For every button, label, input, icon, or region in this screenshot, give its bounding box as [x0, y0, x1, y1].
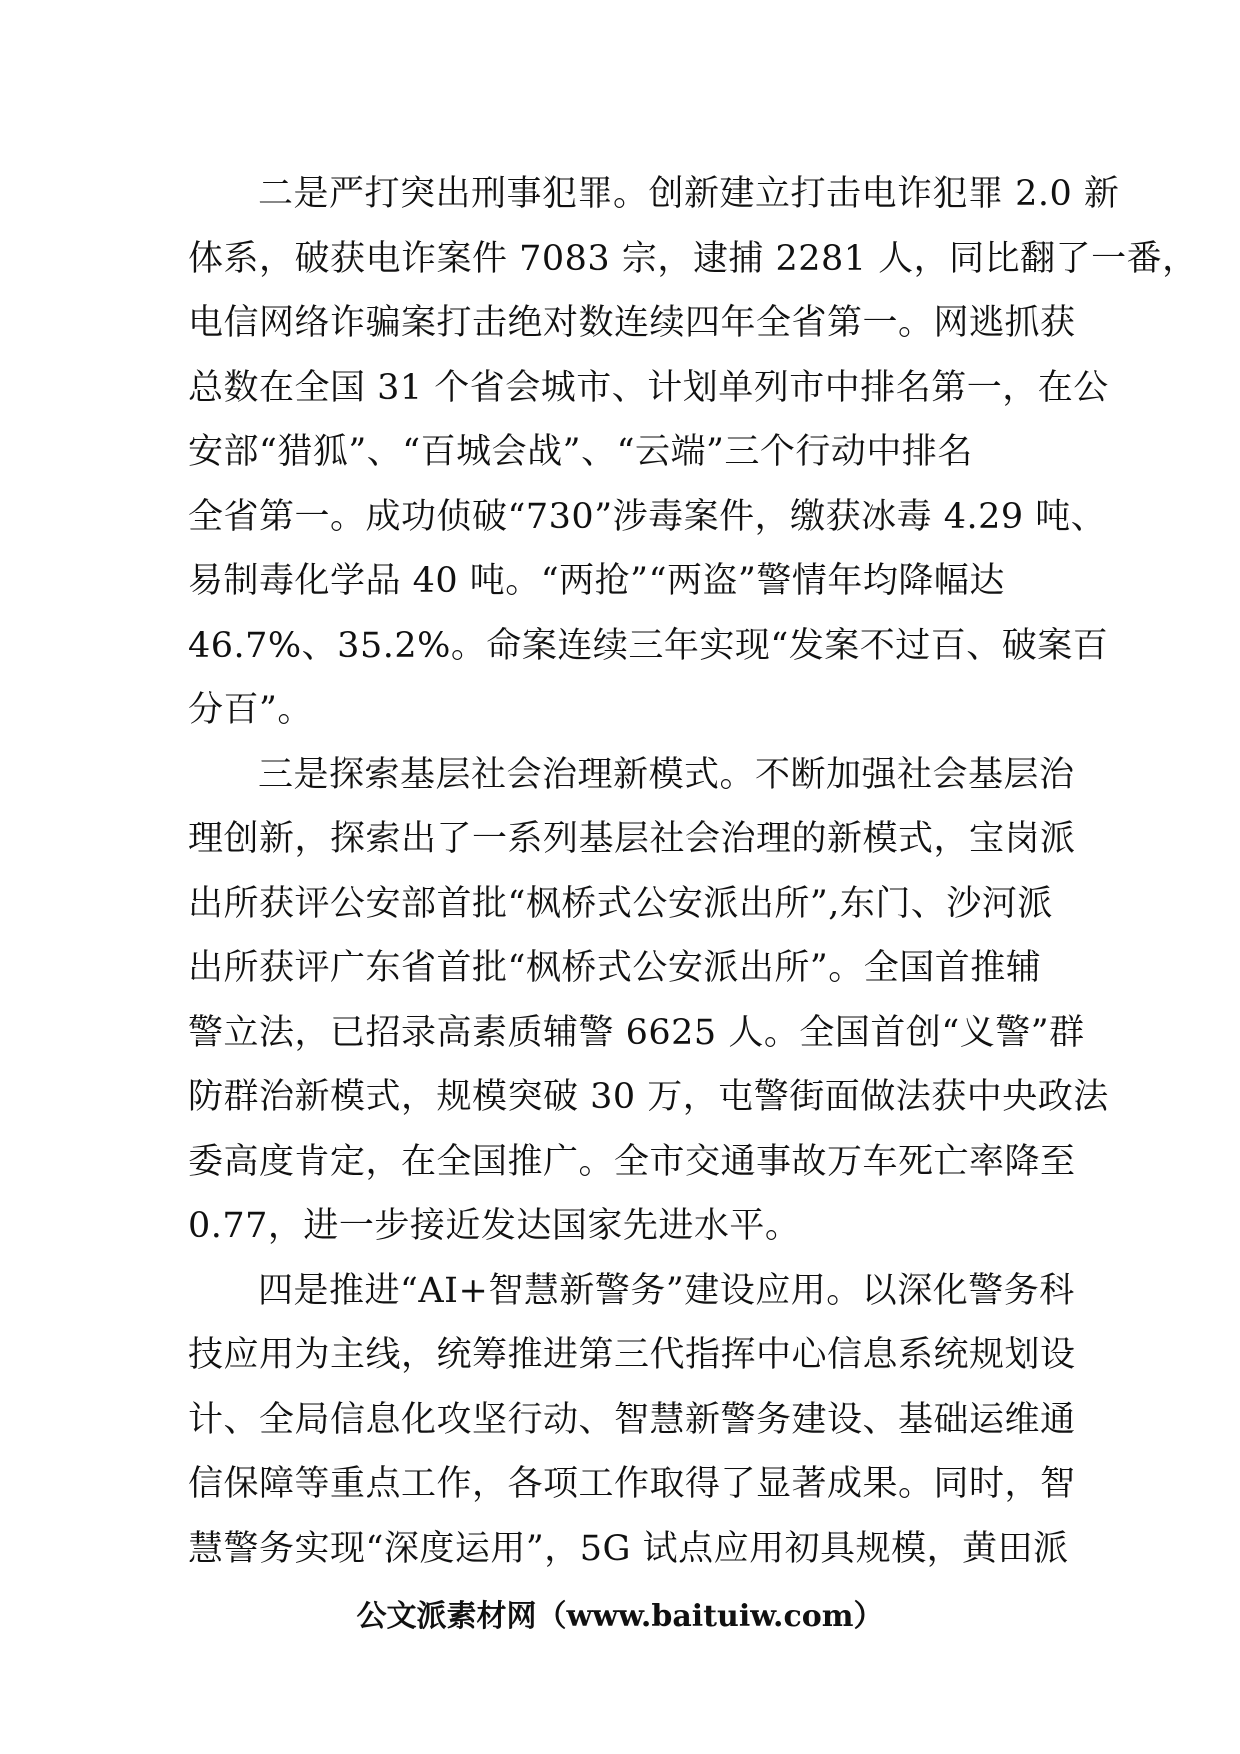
text-line: 防群治新模式，规模突破 30 万，屯警街面做法获中央政法: [188, 1077, 1109, 1117]
text-line: 二是严打突出刑事犯罪。创新建立打击电诈犯罪 2.0 新: [258, 174, 1120, 214]
text-line: 慧警务实现“深度运用”，5G 试点应用初具规模，黄田派: [188, 1528, 1069, 1569]
text-line: 体系，破获电诈案件 7083 宗，逮捕 2281 人，同比翻了一番，: [188, 238, 1198, 279]
text-line: 三是探索基层社会治理新模式。不断加强社会基层治: [258, 754, 1075, 795]
page-footer-watermark: 公文派素材网（www.baituiw.com）: [356, 1599, 884, 1634]
text-line: 警立法，已招录高素质辅警 6625 人。全国首创“义警”群: [188, 1012, 1085, 1053]
text-line: 总数在全国 31 个省会城市、计划单列市中排名第一，在公: [188, 367, 1109, 408]
paragraph-smart-policing: [188, 1259, 1076, 1582]
text-line: 0.77，进一步接近发达国家先进水平。: [188, 1206, 801, 1246]
text-line: 电信网络诈骗案打击绝对数连续四年全省第一。网逃抓获: [188, 303, 1076, 343]
document-body: [188, 162, 1198, 1581]
text-line: 计、全局信息化攻坚行动、智慧新警务建设、基础运维通: [188, 1399, 1076, 1440]
text-line: 分百”。: [188, 690, 313, 730]
text-line: 易制毒化学品 40 吨。“两抢”“两盗”警情年均降幅达: [188, 561, 1005, 601]
text-line: 46.7%、35.2%。命案连续三年实现“发案不过百、破案百: [188, 625, 1109, 666]
paragraph-social-governance: [188, 743, 1109, 1259]
text-line: 出所获评广东省首批“枫桥式公安派出所”。全国首推辅: [188, 948, 1042, 988]
text-line: 安部“猎狐”、“百城会战”、“云端”三个行动中排名: [188, 432, 973, 472]
text-line: 出所获评公安部首批“枫桥式公安派出所”,东门、沙河派: [188, 883, 1053, 924]
text-line: 委高度肯定，在全国推广。全市交通事故万车死亡率降至: [188, 1141, 1076, 1182]
text-line: 全省第一。成功侦破“730”涉毒案件，缴获冰毒 4.29 吨、: [188, 496, 1107, 537]
text-line: 理创新，探索出了一系列基层社会治理的新模式，宝岗派: [188, 819, 1076, 859]
text-line: 信保障等重点工作，各项工作取得了显著成果。同时，智: [188, 1464, 1076, 1504]
text-line: 技应用为主线，统筹推进第三代指挥中心信息系统规划设: [188, 1335, 1076, 1375]
paragraph-crime-crackdown: [188, 162, 1198, 743]
text-line: 四是推进“AI+智慧新警务”建设应用。以深化警务科: [258, 1270, 1075, 1311]
